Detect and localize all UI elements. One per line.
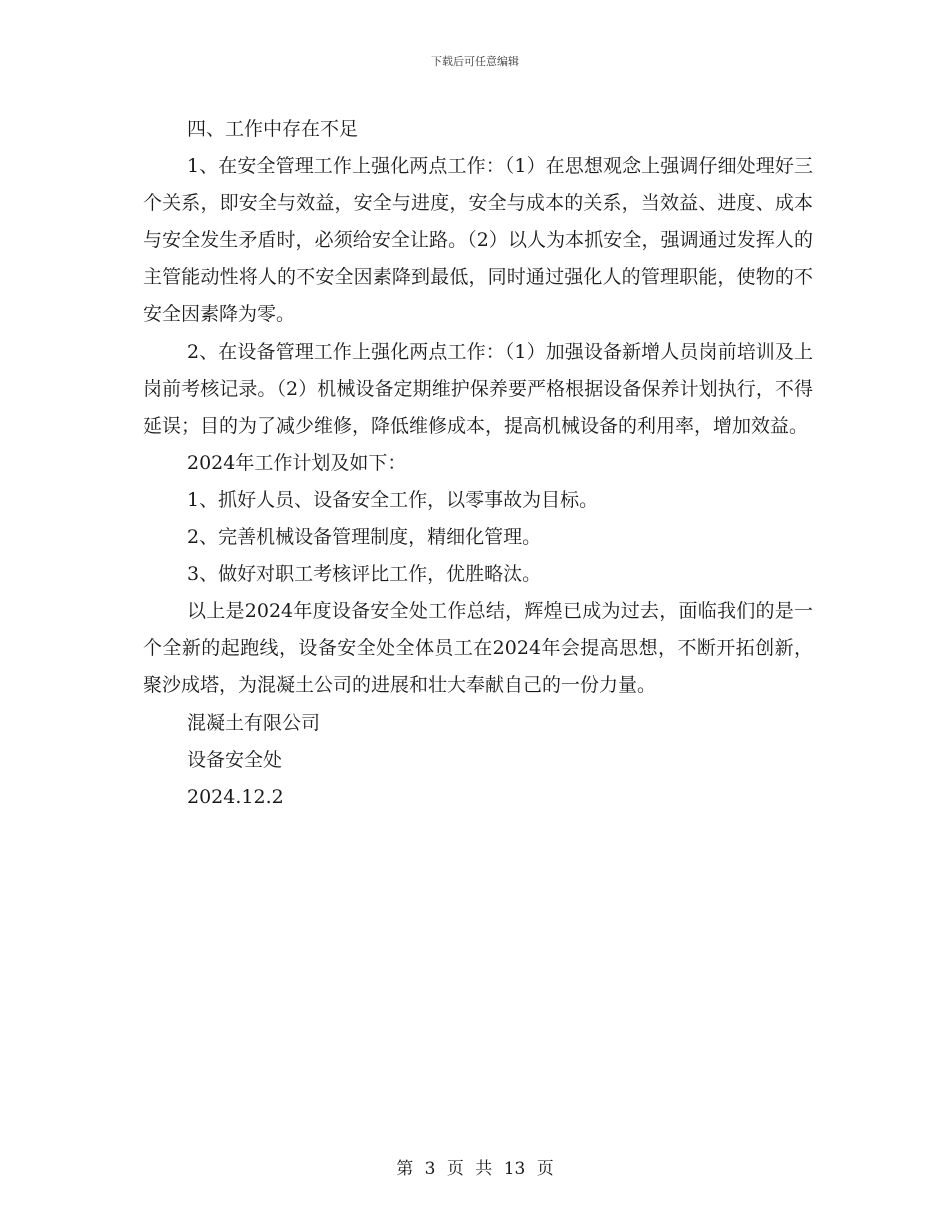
signature-date: 2024.12.2	[187, 785, 284, 808]
section-heading: 四、工作中存在不足	[187, 118, 359, 140]
plan-heading: 2024年工作计划及如下：	[187, 451, 407, 474]
page-number: 第 3 页 共 13 页	[396, 1159, 554, 1179]
signature-department: 设备安全处	[187, 748, 283, 771]
signature-company: 混凝土有限公司	[187, 711, 321, 734]
document-body	[143, 111, 813, 816]
page-header: 下载后可任意编辑	[431, 55, 519, 68]
plan-item-3: 3、做好对职工考核评比工作，优胜略汰。	[187, 563, 542, 586]
paragraph-summary: 以上是2024年度设备安全处工作总结，辉煌已成为过去，面临我们的是一个全新的起跑线，设备安全处全体员工在2024年会提高思想，不断开拓创新，聚沙成塔，为混凝土公司的进展和壮大奉献自己的一份力量。	[143, 600, 813, 697]
plan-item-2: 2、完善机械设备管理制度，精细化管理。	[187, 526, 542, 549]
plan-item-1: 1、抓好人员、设备安全工作，以零事故为目标。	[187, 488, 599, 511]
paragraph-equipment-management: 2、在设备管理工作上强化两点工作：（1）加强设备新增人员岗前培训及上岗前考核记录。（2）机械设备定期维护保养要严格根据设备保养计划执行，不得延误；目的为了减少维修，降低维修成本，提高机械设备的利用率，增加效益。	[143, 340, 813, 437]
paragraph-safety-management: 1、在安全管理工作上强化两点工作：（1）在思想观念上强调仔细处理好三个关系，即安全与效益，安全与进度，安全与成本的关系，当效益、进度、成本与安全发生矛盾时，必须给安全让路。（2）以人为本抓安全，强调通过发挥人的主管能动性将人的不安全因素降到最低，同时通过强化人的管理职能，使物的不安全因素降为零。	[143, 155, 813, 326]
